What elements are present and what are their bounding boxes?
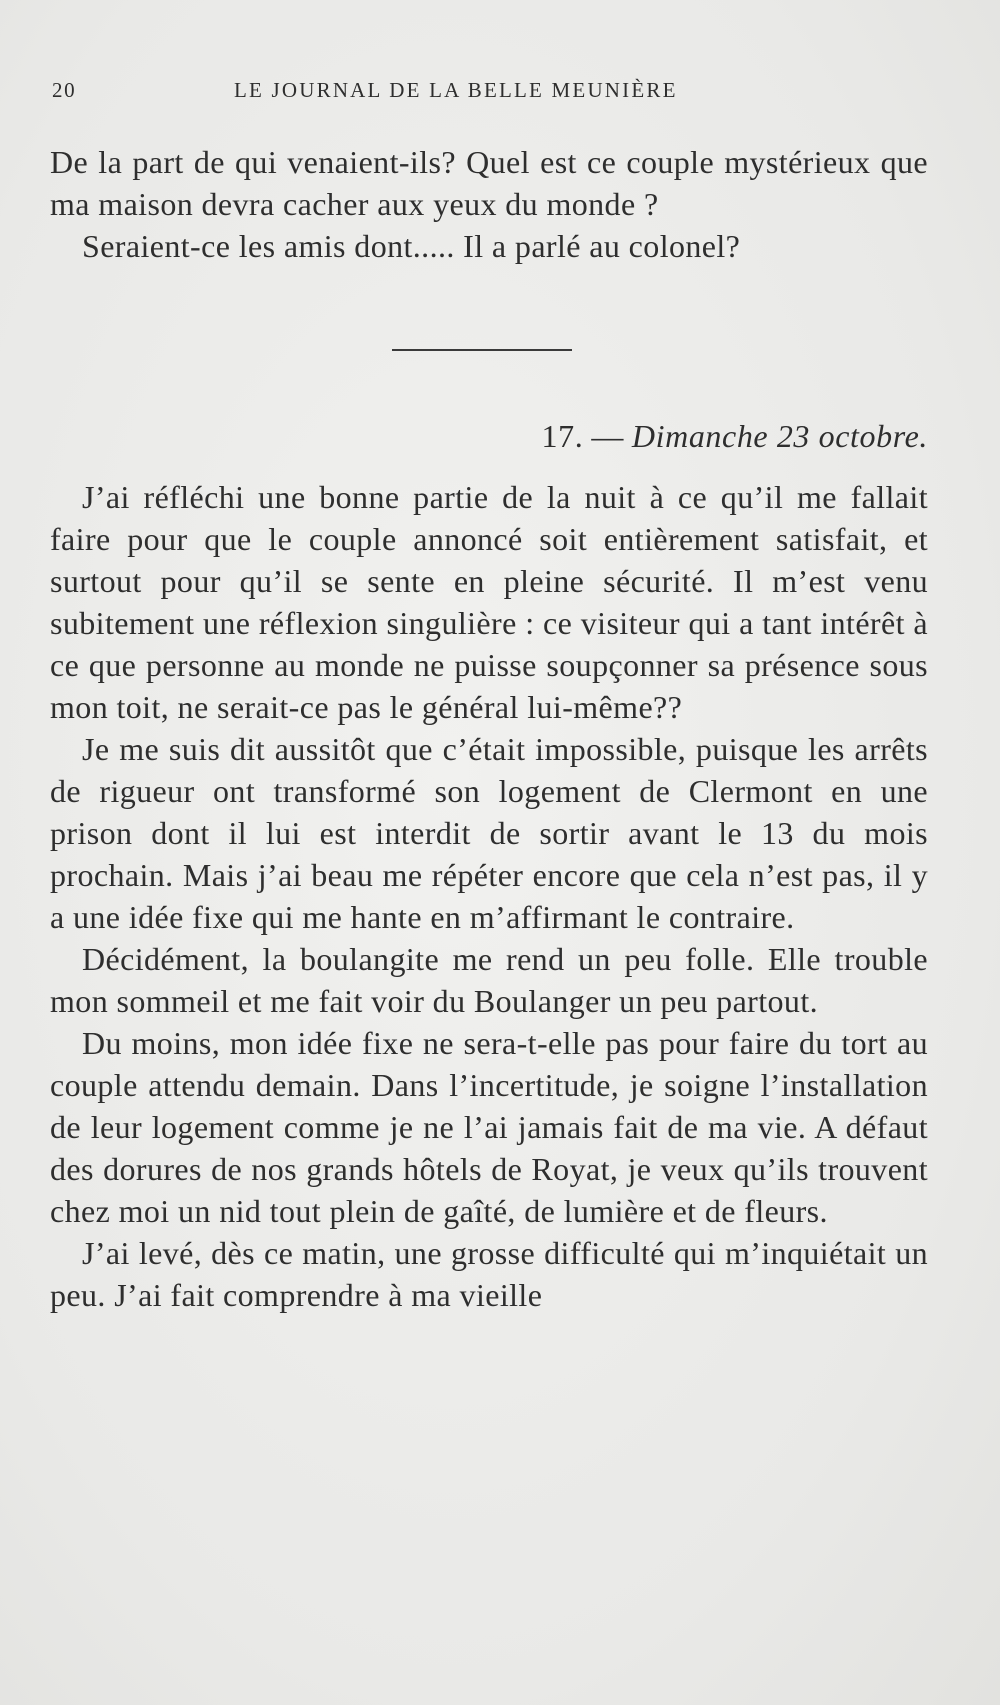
- top-text-block: [50, 141, 928, 267]
- paragraph: Je me suis dit aussitôt que c’était impossible, puisque les arrêts de rigueur ont transformé son logement de Clermont en une prison dont il lui est interdit de sortir avant le 13 du mois prochain. Mais j’ai beau me répéter encore que cela n’est pas, il y a une idée fixe qui me hante en m’affirmant le contraire.: [50, 731, 928, 935]
- page-number: 20: [52, 78, 77, 102]
- running-title: LE JOURNAL DE LA BELLE MEUNIÈRE: [234, 78, 678, 102]
- paragraph: De la part de qui venaient-ils? Quel est ce couple mystérieux que ma maison devra cacher aux yeux du monde ?: [50, 144, 928, 222]
- page-header: [50, 78, 950, 108]
- entry-dash: —: [591, 418, 624, 454]
- paragraph: J’ai levé, dès ce matin, une grosse difficulté qui m’inquiétait un peu. J’ai fait comprendre à ma vieille: [50, 1235, 928, 1313]
- entry-date: Dimanche 23 octobre.: [631, 418, 928, 454]
- paragraph: Décidément, la boulangite me rend un peu folle. Elle trouble mon sommeil et me fait voir du Boulanger un peu partout.: [50, 941, 928, 1019]
- paragraph: J’ai réfléchi une bonne partie de la nuit à ce qu’il me fallait faire pour que le couple annoncé soit entièrement satisfait, et surtout pour qu’il se sente en pleine sécurité. Il m’est venu subitement une réflexion singulière : ce visiteur qui a tant intérêt à ce que personne au monde ne puisse soupçonner sa présence sous mon toit, ne serait-ce pas le général lui-même??: [50, 479, 928, 725]
- section-divider: [392, 349, 572, 351]
- entry-heading: [50, 415, 928, 457]
- body-text-block: [50, 476, 928, 1316]
- paragraph: Du moins, mon idée fixe ne sera-t-elle pas pour faire du tort au couple attendu demain. Dans l’incertitude, je soigne l’installation de leur logement comme je ne l’ai jamais fait de ma vie. A défaut des dorures de nos grands hôtels de Royat, je veux qu’ils trouvent chez moi un nid tout plein de gaîté, de lumière et de fleurs.: [50, 1025, 928, 1229]
- paragraph: Seraient-ce les amis dont..... Il a parlé au colonel?: [82, 228, 741, 264]
- entry-number: 17.: [541, 418, 584, 454]
